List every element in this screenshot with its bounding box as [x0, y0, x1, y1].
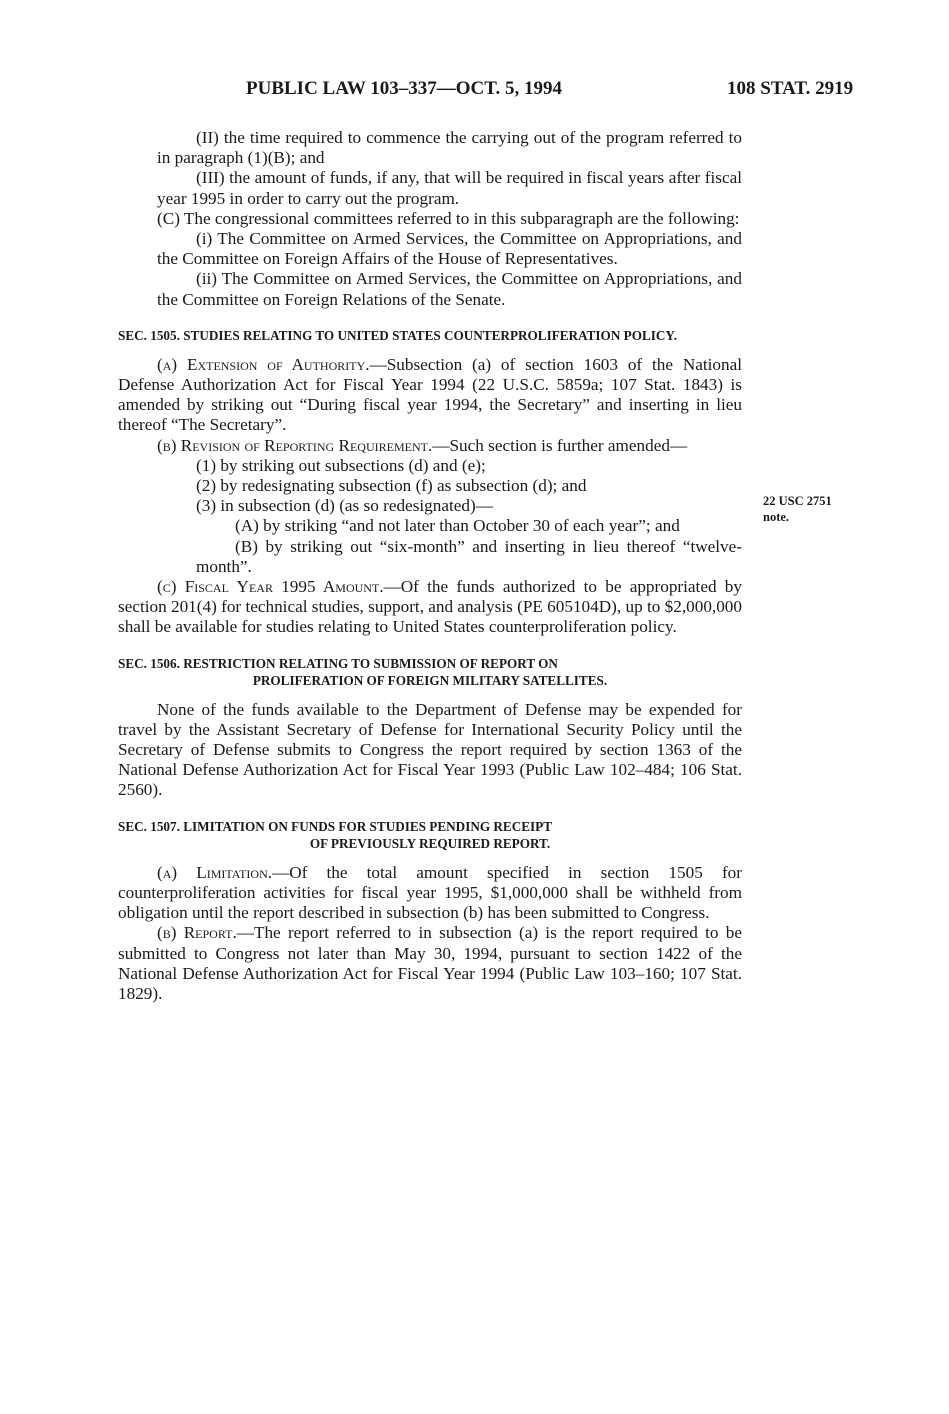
document-body: [118, 128, 742, 1004]
sec1505-b-item-B: (B) by striking out “six-month” and inserting in lieu thereof “twelve-month”.: [196, 536, 742, 576]
committee-list-i: (i) The Committee on Armed Services, the Committee on Appropriations, and the Committee on Foreign Affairs of the House of Representatives.: [157, 229, 742, 269]
margin-note-line-2: note.: [763, 510, 790, 524]
section-1507-heading: SEC. 1507. LIMITATION ON FUNDS FOR STUDIES PENDING RECEIPT OF PREVIOUSLY REQUIRED REPORT.: [118, 818, 553, 851]
clause-iii: (III) the amount of funds, if any, that will be required in fiscal years after fiscal year 1995 in order to carry out the program.: [157, 168, 742, 208]
stat-page-number: 108 STAT. 2919: [727, 78, 854, 99]
sec1505-b-item-3: (3) in subsection (d) (as so redesignated)—: [196, 496, 493, 516]
clause-ii: (II) the time required to commence the carrying out of the program referred to in paragraph (1)(B); and: [157, 128, 742, 168]
subparagraph-c: (C) The congressional committees referred to in this subparagraph are the following:: [157, 208, 740, 228]
page-title: PUBLIC LAW 103–337—OCT. 5, 1994: [246, 78, 562, 99]
sec1505-subsection-c: (c) Fiscal Year 1995 Amount.—Of the funds authorized to be appropriated by section 201(4) for technical studies, support, and analysis (PE 605104D), up to $2,000,000 shall be available for studies relating to United States counterproliferation policy.: [118, 577, 742, 637]
sec1505-b-item-2: (2) by redesignating subsection (f) as subsection (d); and: [196, 476, 587, 496]
sec1505-b-item-1: (1) by striking out subsections (d) and (e);: [196, 455, 486, 475]
running-header: [0, 78, 949, 104]
committee-list-ii: (ii) The Committee on Armed Services, the Committee on Appropriations, and the Committee on Foreign Relations of the Senate.: [157, 269, 742, 309]
sec1505-subsection-a: (a) Extension of Authority.—Subsection (a) of section 1603 of the National Defense Authorization Act for Fiscal Year 1994 (22 U.S.C. 5859a; 107 Stat. 1843) is amended by striking out “During fiscal year 1994, the Secretary” and inserting in lieu thereof “The Secretary”.: [118, 354, 743, 435]
sec1505-b-item-A: (A) by striking “and not later than October 30 of each year”; and: [235, 516, 680, 536]
margin-note-line-1: 22 USC 2751: [763, 494, 832, 508]
margin-citation-note: [763, 493, 873, 525]
sec1505-subsection-b: (b) Revision of Reporting Requirement.—Such section is further amended—: [157, 435, 688, 455]
sec1507-subsection-b: (b) Report.—The report referred to in subsection (a) is the report required to be submitted to Congress not later than May 30, 1994, pursuant to section 1422 of the National Defense Authorization Act for Fiscal Year 1994 (Public Law 103–160; 107 Stat. 1829).: [118, 923, 742, 1003]
sec1506-text: None of the funds available to the Department of Defense may be expended for travel by the Assistant Secretary of Defense for International Security Policy until the Secretary of Defense submits to Congress the report required by section 1363 of the National Defense Authorization Act for Fiscal Year 1993 (Public Law 102–484; 106 Stat. 2560).: [118, 699, 742, 800]
section-1505-heading: SEC. 1505. STUDIES RELATING TO UNITED STATES COUNTERPROLIFERATION POLICY.: [118, 327, 678, 343]
sec1507-subsection-a: (a) Limitation.—Of the total amount specified in section 1505 for counterproliferation activities for fiscal year 1995, $1,000,000 shall be withheld from obligation until the report described in subsection (b) has been submitted to Congress.: [118, 862, 742, 923]
section-1506-heading: SEC. 1506. RESTRICTION RELATING TO SUBMISSION OF REPORT ON PROLIFERATION OF FOREIGN MILITARY SATELLITES.: [118, 655, 608, 688]
